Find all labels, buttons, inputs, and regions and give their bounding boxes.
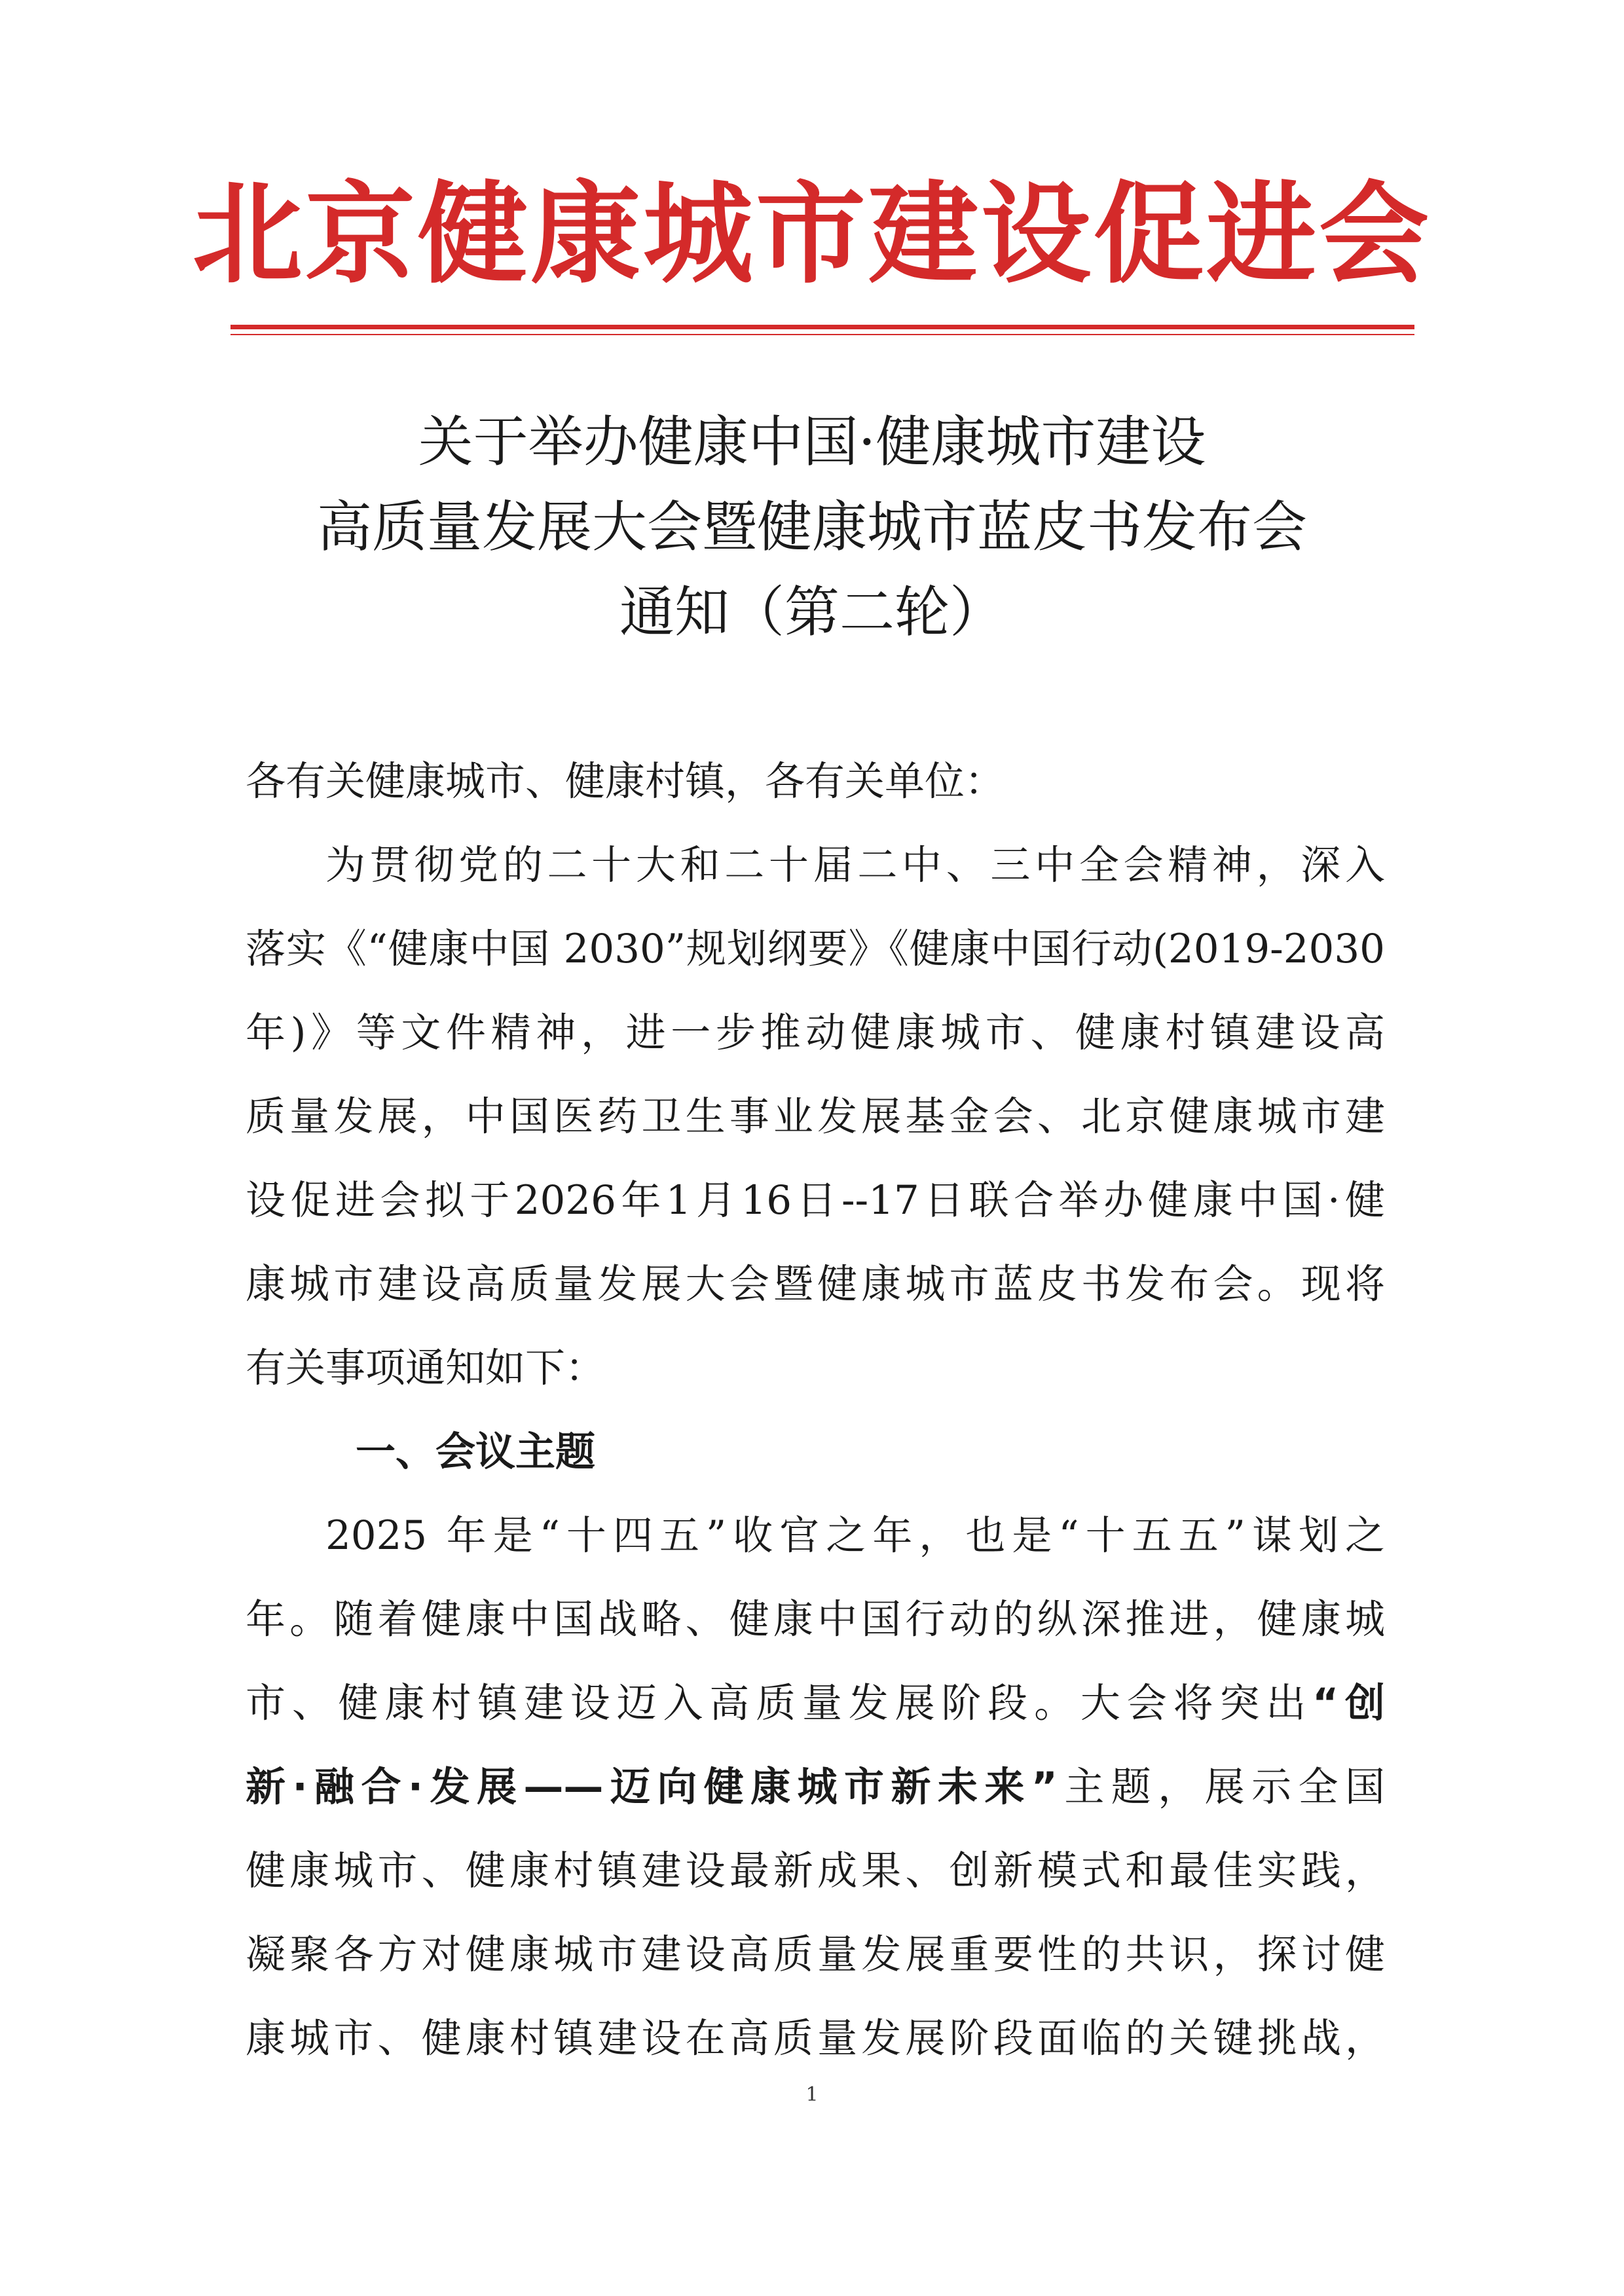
paragraph-1-line: 为贯彻党的二十大和二十届二中、三中全会精神，深入: [325, 842, 1385, 888]
letterhead-red-rule-thick: [231, 325, 1414, 329]
page-number: 1: [805, 2083, 819, 2106]
paragraph-1-line: 年)》等文件精神，进一步推动健康城市、健康村镇建设高: [246, 1010, 1385, 1056]
title-line-1: 关于举办健康中国·健康城市建设: [418, 410, 1206, 474]
paragraph-1-line: 设促进会拟于2026年1月16日--17日联合举办健康中国·健: [246, 1177, 1385, 1224]
paragraph-2-text: 市、健康村镇建设迈入高质量发展阶段。大会将突出: [246, 1680, 1313, 1726]
paragraph-1-line: 有关事项通知如下：: [246, 1345, 606, 1391]
document-title: [0, 399, 1624, 655]
conference-theme: 新·融合·发展——迈向健康城市新未来”: [246, 1764, 1058, 1810]
paragraph-1-line: 康城市建设高质量发展大会暨健康城市蓝皮书发布会。现将: [246, 1261, 1385, 1307]
letterhead-org-name: 北京健康城市建设促进会: [193, 170, 1431, 299]
paragraph-2-line: 年。随着健康中国战略、健康中国行动的纵深推进，健康城: [246, 1596, 1385, 1643]
title-line-3: 通知（第二轮）: [619, 580, 1005, 644]
title-line-2: 高质量发展大会暨健康城市蓝皮书发布会: [316, 495, 1307, 559]
letterhead-red-rule-thin: [231, 334, 1414, 335]
paragraph-1-line: 质量发展，中国医药卫生事业发展基金会、北京健康城市建: [246, 1093, 1385, 1140]
paragraph-1-line: 落实《“健康中国 2030”规划纲要》《健康中国行动(2019-2030: [246, 926, 1385, 972]
salutation: 各有关健康城市、健康村镇，各有关单位：: [246, 758, 1005, 805]
conference-theme-start: “创: [1312, 1680, 1385, 1726]
document-body: [246, 740, 1385, 2081]
paragraph-2-line: 凝聚各方对健康城市建设高质量发展重要性的共识，探讨健: [246, 1931, 1385, 1978]
paragraph-2-line: [246, 1662, 1385, 1745]
paragraph-2-line: 康城市、健康村镇建设在高质量发展阶段面临的关键挑战，: [246, 2015, 1385, 2062]
paragraph-2-text: 主题，展示全国: [1057, 1764, 1385, 1810]
paragraph-2-line: [246, 1745, 1385, 1829]
section-1-heading: 一、会议主题: [356, 1429, 596, 1475]
paragraph-2-line: 健康城市、健康村镇建设最新成果、创新模式和最佳实践，: [246, 1848, 1385, 1894]
paragraph-2-line: 2025 年是“十四五”收官之年，也是“十五五”谋划之: [325, 1512, 1385, 1559]
